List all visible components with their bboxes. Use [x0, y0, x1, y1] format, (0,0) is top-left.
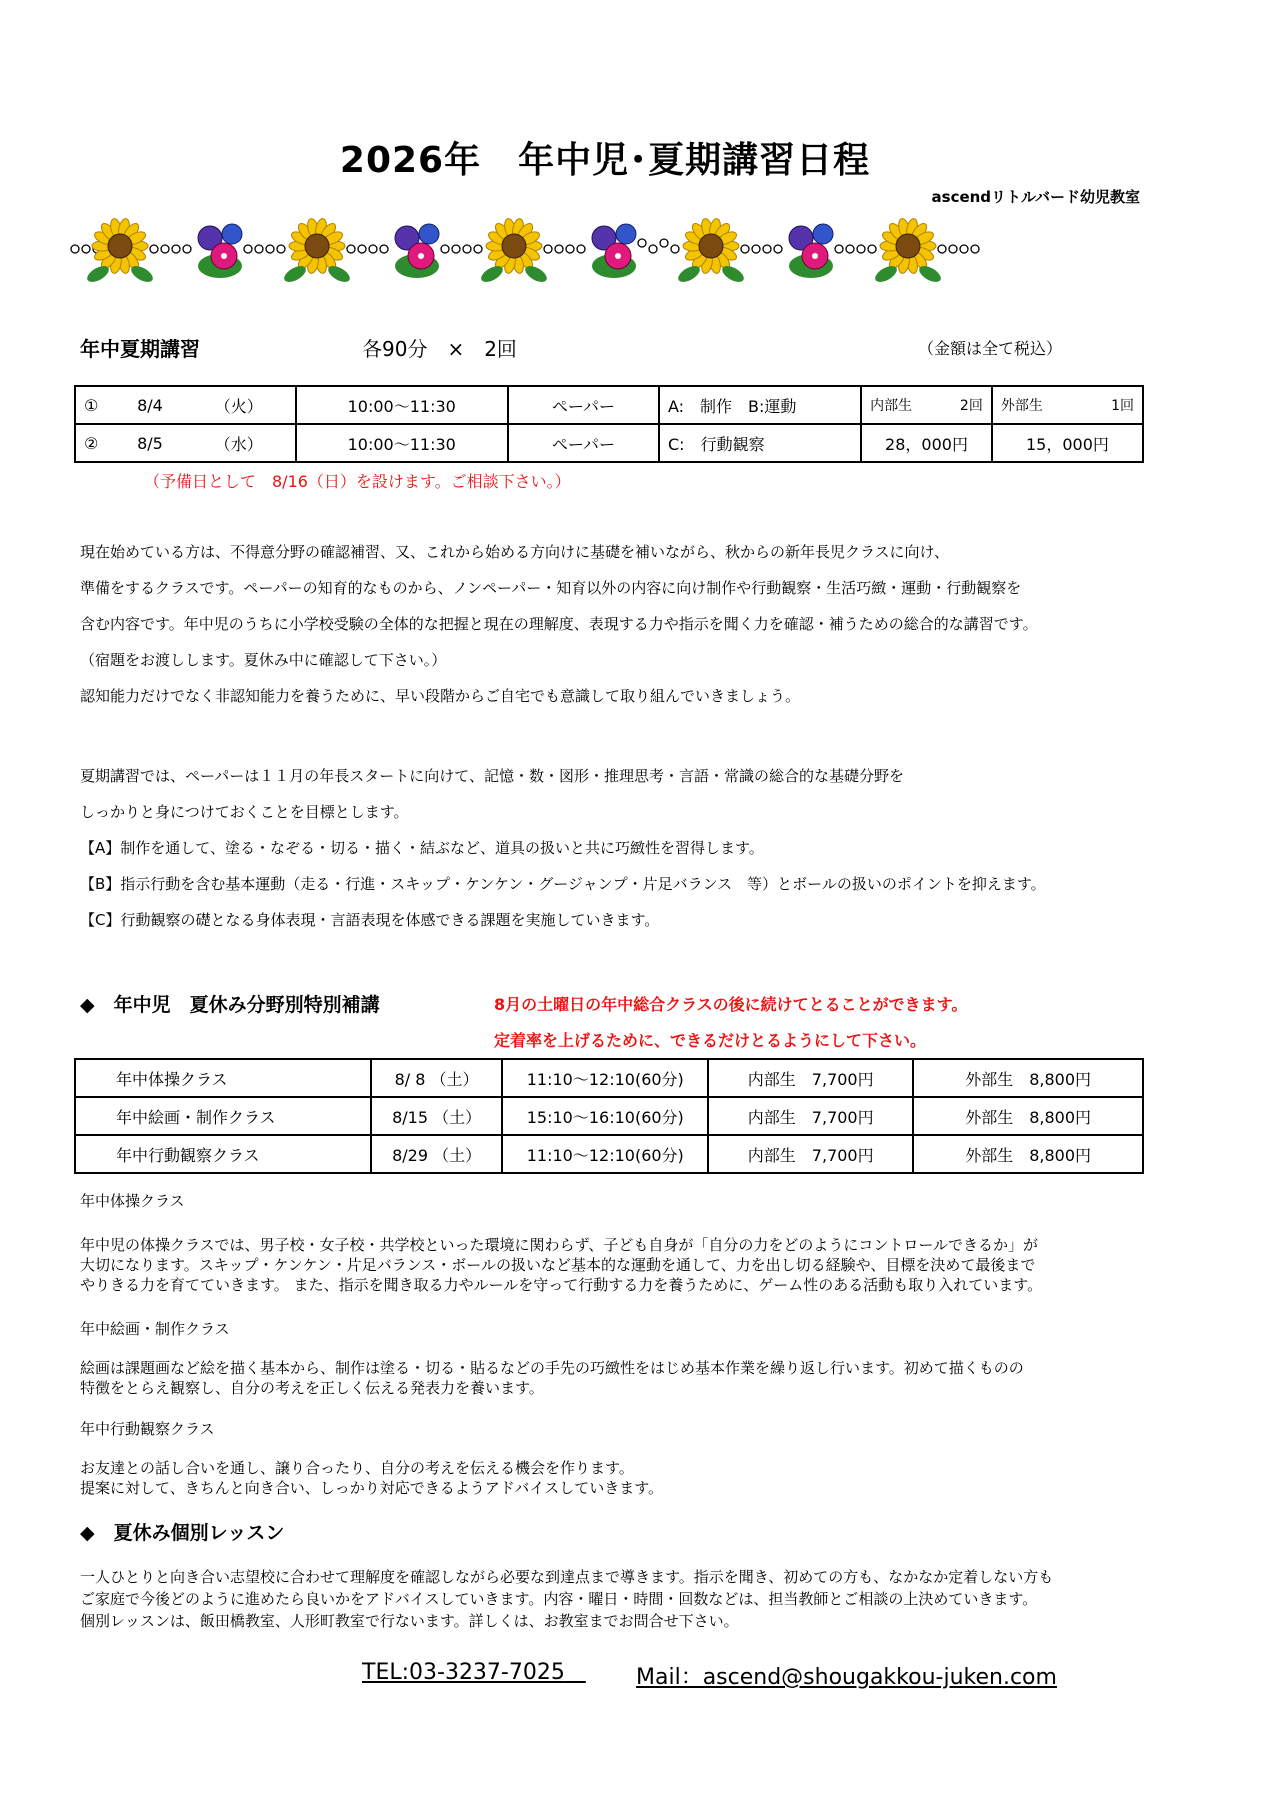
class-name: 年中行動観察クラス	[75, 1135, 371, 1173]
flower-center	[221, 253, 227, 259]
intro-line: 現在始めている方は、不得意分野の確認補習、又、これから始める方向けに基礎を補いながら、秋からの新年長児クラスに向け、	[80, 543, 949, 561]
section2-note1: 8月の土曜日の年中総合クラスの後に続けてとることができます。	[494, 995, 968, 1014]
vine-curl	[752, 245, 760, 253]
vine-curl	[938, 245, 946, 253]
vine-curl	[638, 239, 646, 247]
intro-line: 準備をするクラスです。ペーパーの知育的なものから、ノンペーパー・知育以外の内容に向け制作や行動観察・生活巧緻・運動・行動観察を	[80, 579, 1022, 597]
section1-duration: 各90分 × 2回	[362, 337, 517, 361]
observation-class-text	[80, 1458, 1170, 1498]
morning-glory-blue	[616, 224, 636, 244]
vine-curl	[358, 245, 366, 253]
sunflower-center	[896, 234, 920, 258]
row-content: C: 行動観察	[659, 424, 861, 462]
table-row	[75, 1097, 1143, 1135]
summer-line: 【A】制作を通して、塗る・なぞる・切る・描く・結ぶなど、道具の扱いと共に巧緻性を習得します。	[80, 839, 764, 857]
vine-curl	[255, 245, 263, 253]
morning-glory-blue	[813, 224, 833, 244]
flower-center	[418, 253, 424, 259]
table-row	[75, 424, 1143, 462]
vine-curl	[741, 245, 749, 253]
row-type: ペーパー	[508, 424, 659, 462]
special-class-table	[74, 1058, 1144, 1174]
summer-line: 夏期講習では、ペーパーは１１月の年長スタートに向けて、記憶・数・図形・推理思考・言語・常識の総合的な基礎分野を	[80, 767, 904, 785]
vine-curl	[835, 245, 843, 253]
vine-curl	[452, 245, 460, 253]
class-time: 11:10～12:10(60分)	[502, 1135, 708, 1173]
vine-curl	[277, 245, 285, 253]
table-row	[75, 1059, 1143, 1097]
flower-center	[615, 253, 621, 259]
table-row	[75, 1135, 1143, 1173]
vine-curl	[172, 245, 180, 253]
vine-curl	[266, 245, 274, 253]
vine-curl	[868, 245, 876, 253]
vine-curl	[857, 245, 865, 253]
gym-line: やりきる力を育てていきます。 また、指示を聞き取る力やルールを守って行動する力を養うために、ゲーム性のある活動も取り入れています。	[80, 1276, 1043, 1294]
email-link[interactable]: Mail：ascend@shougakkou-juken.com	[636, 1665, 1057, 1690]
vine-curl	[369, 245, 377, 253]
vine-curl	[671, 245, 679, 253]
section3-heading: ◆ 夏休み個別レッスン	[80, 1522, 285, 1544]
class-external-price: 外部生 8,800円	[913, 1135, 1143, 1173]
sunflower-center	[699, 234, 723, 258]
vine-curl	[577, 245, 585, 253]
private-lesson-text	[80, 1566, 1170, 1632]
private-line: 個別レッスンは、飯田橋教室、人形町教室で行ないます。詳しくは、お教室までお問合せ下さい。	[80, 1612, 739, 1630]
summer-line: しっかりと身につけておくことを目標とします。	[80, 803, 409, 821]
page-title: 2026年 年中児･夏期講習日程	[339, 140, 871, 181]
sunflower-center	[108, 234, 132, 258]
section2-heading: ◆ 年中児 夏休み分野別特別補講	[80, 994, 380, 1016]
row-day: （火）	[207, 386, 296, 424]
vine-curl	[161, 245, 169, 253]
art-line: 絵画は課題画など絵を描く基本から、制作は塗る・切る・貼るなどの手先の巧緻性をはじめ基本作業を繰り返し行います。初めて描くものの	[80, 1359, 1024, 1377]
obs-line: お友達との話し合いを通し、譲り合ったり、自分の考えを伝える機会を作ります。	[80, 1459, 634, 1477]
vine-curl	[347, 245, 355, 253]
gym-line: 年中児の体操クラスでは、男子校・女子校・共学校といった環境に関わらず、子ども自身が「自分の力をどのようにコントロールできるか」が	[80, 1236, 1039, 1254]
vine-curl	[660, 239, 668, 247]
section2-note2: 定着率を上げるために、できるだけとるようにして下さい。	[494, 1031, 927, 1050]
art-line: 特徴をとらえ観察し、自分の考えを正しく伝える発表力を養います。	[80, 1379, 544, 1397]
class-time: 15:10～16:10(60分)	[502, 1097, 708, 1135]
external-header: 外部生 1回	[992, 386, 1143, 424]
row-date: 8/5	[129, 424, 207, 462]
vine-curl	[846, 245, 854, 253]
row-date: 8/4	[129, 386, 207, 424]
observation-class-title: 年中行動観察クラス	[80, 1420, 215, 1438]
vine-curl	[150, 245, 158, 253]
flower-center	[812, 253, 818, 259]
vine-curl	[949, 245, 957, 253]
summer-line: 【B】指示行動を含む基本運動（走る・行進・スキップ・ケンケン・グージャンプ・片足バランス 等）とボールの扱いのポイントを抑えます。	[80, 875, 1046, 893]
gym-class-title: 年中体操クラス	[80, 1192, 185, 1210]
class-name: 年中体操クラス	[75, 1059, 371, 1097]
intro-line: （宿題をお渡しします。夏休み中に確認して下さい。）	[80, 651, 447, 669]
flower-border-decoration	[70, 210, 1140, 290]
morning-glory-blue	[222, 224, 242, 244]
vine-curl	[441, 245, 449, 253]
sunflower-center	[305, 234, 329, 258]
school-name: ascendリトルバード幼児教室	[931, 188, 1140, 206]
row-day: （水）	[207, 424, 296, 462]
reserve-day-note: （予備日として 8/16（日）を設けます。ご相談下さい。）	[144, 472, 571, 491]
summer-line: 【C】行動観察の礎となる身体表現・言語表現を体感できる課題を実施していきます。	[80, 911, 660, 929]
class-external-price: 外部生 8,800円	[913, 1059, 1143, 1097]
vine-curl	[774, 245, 782, 253]
vine-curl	[960, 245, 968, 253]
vine-curl	[380, 245, 388, 253]
vine-curl	[244, 245, 252, 253]
summer-course-table	[74, 385, 1144, 463]
art-class-text	[80, 1358, 1170, 1398]
vine-curl	[566, 245, 574, 253]
internal-price: 28，000円	[861, 424, 992, 462]
intro-line: 含む内容です。年中児のうちに小学校受験の全体的な把握と現在の理解度、表現する力や指示を聞く力を確認・補うための総合的な講習です。	[80, 615, 1038, 633]
vine-curl	[463, 245, 471, 253]
class-external-price: 外部生 8,800円	[913, 1097, 1143, 1135]
class-internal-price: 内部生 7,700円	[708, 1059, 913, 1097]
row-type: ペーパー	[508, 386, 659, 424]
vine-curl	[82, 245, 90, 253]
obs-line: 提案に対して、きちんと向き合い、しっかり対応できるようアドバイスしていきます。	[80, 1479, 664, 1497]
class-date: 8/15 （土）	[371, 1097, 503, 1135]
sunflower-center	[502, 234, 526, 258]
art-class-title: 年中絵画・制作クラス	[80, 1320, 230, 1338]
external-price: 15，000円	[992, 424, 1143, 462]
row-number: ①	[75, 386, 129, 424]
row-content: A: 制作 B:運動	[659, 386, 861, 424]
vine-curl	[763, 245, 771, 253]
tax-note: （金額は全て税込）	[918, 339, 1063, 358]
gym-class-text	[80, 1235, 1170, 1295]
vine-curl	[71, 245, 79, 253]
internal-header: 内部生 2回	[861, 386, 992, 424]
vine-curl	[649, 245, 657, 253]
phone-number[interactable]: TEL:03-3237-7025	[362, 1660, 565, 1685]
class-date: 8/ 8 （土）	[371, 1059, 503, 1097]
vine-curl	[971, 245, 979, 253]
row-time: 10:00～11:30	[296, 424, 508, 462]
table-row	[75, 386, 1143, 424]
vine-curl	[474, 245, 482, 253]
private-line: 一人ひとりと向き合い志望校に合わせて理解度を確認しながら必要な到達点まで導きます。指示を聞き、初めての方も、なかなか定着しない方も	[80, 1568, 1054, 1586]
intro-paragraph	[80, 534, 1160, 714]
summer-paragraph	[80, 758, 1160, 938]
vine-curl	[544, 245, 552, 253]
section1-heading: 年中夏期講習	[80, 337, 200, 361]
gym-line: 大切になります。スキップ・ケンケン・片足バランス・ボールの扱いなど基本的な運動を通して、力を出し切る経験や、目標を決めて最後まで	[80, 1256, 1036, 1274]
class-date: 8/29 （土）	[371, 1135, 503, 1173]
row-time: 10:00～11:30	[296, 386, 508, 424]
class-name: 年中絵画・制作クラス	[75, 1097, 371, 1135]
vine-curl	[183, 245, 191, 253]
morning-glory-blue	[419, 224, 439, 244]
class-internal-price: 内部生 7,700円	[708, 1097, 913, 1135]
intro-line: 認知能力だけでなく非認知能力を養うために、早い段階からご自宅でも意識して取り組んでいきましょう。	[80, 687, 801, 705]
class-time: 11:10～12:10(60分)	[502, 1059, 708, 1097]
class-internal-price: 内部生 7,700円	[708, 1135, 913, 1173]
vine-curl	[555, 245, 563, 253]
row-number: ②	[75, 424, 129, 462]
private-line: ご家庭で今後どのように進めたら良いかをアドバイスしていきます。内容・曜日・時間・回数などは、担当教師とご相談の上決めていきます。	[80, 1590, 1038, 1608]
